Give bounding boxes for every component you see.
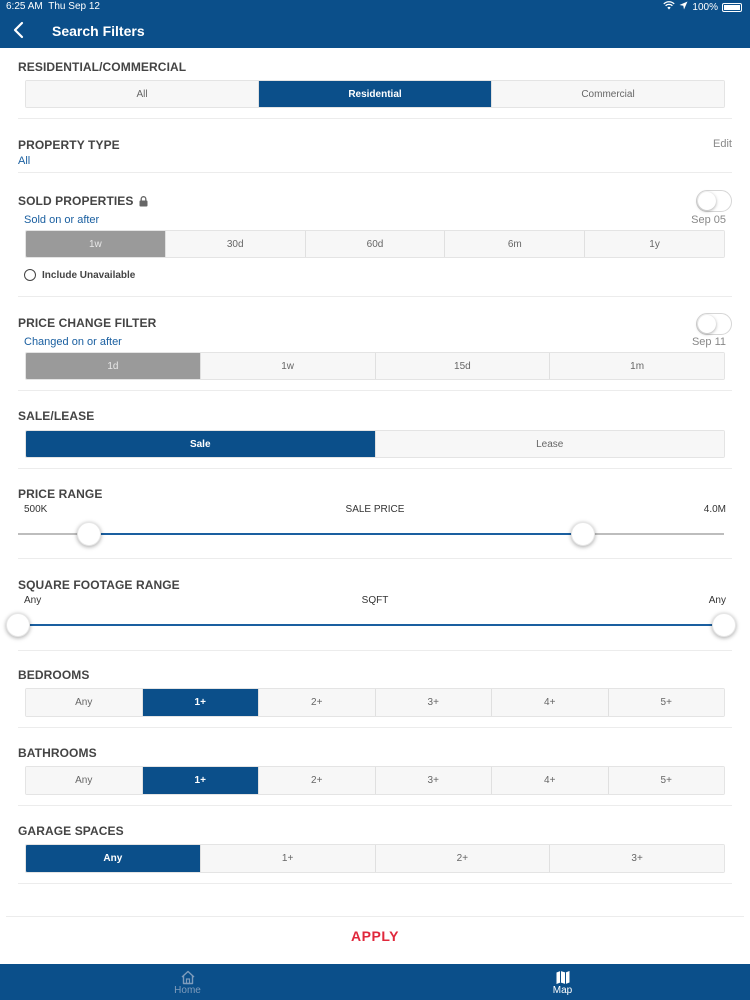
option-bedrooms-4-plus[interactable]: 4+	[492, 689, 609, 716]
sqft-range-slider[interactable]	[18, 624, 724, 626]
bathrooms-selector	[25, 766, 725, 795]
option-sale-lease-lease[interactable]: Lease	[376, 431, 725, 457]
option-price-change-1d[interactable]: 1d	[26, 353, 201, 379]
option-sold-1w[interactable]: 1w	[26, 231, 166, 257]
option-garage-1-plus[interactable]: 1+	[201, 845, 376, 872]
bedrooms-title: BEDROOMS	[18, 668, 90, 682]
option-type-commercial[interactable]: Commercial	[492, 81, 724, 107]
sold-properties-toggle[interactable]	[696, 190, 732, 212]
property-type-title: PROPERTY TYPE	[18, 138, 120, 152]
garage-spaces-selector	[25, 844, 725, 873]
sale-lease-selector	[25, 430, 725, 458]
tab-map[interactable]	[375, 964, 750, 1000]
sold-on-or-after-label: Sold on or after	[24, 214, 100, 226]
tab-home-label: Home	[174, 985, 201, 996]
wifi-icon	[663, 1, 675, 13]
bathrooms-title: BATHROOMS	[18, 746, 97, 760]
residential-commercial-title: RESIDENTIAL/COMMERCIAL	[18, 60, 187, 74]
sold-period-selector	[25, 230, 725, 258]
price-change-date-value[interactable]: Sep 11	[691, 336, 726, 348]
option-bedrooms-any[interactable]: Any	[26, 689, 143, 716]
residential-commercial-selector	[25, 80, 725, 108]
page-title: Search Filters	[52, 23, 145, 39]
price-change-title: PRICE CHANGE FILTER	[18, 316, 157, 330]
option-sale-lease-sale[interactable]: Sale	[26, 431, 376, 457]
divider	[18, 118, 732, 119]
sqft-min-handle[interactable]	[6, 613, 30, 637]
divider	[18, 172, 732, 173]
include-unavailable-option[interactable]	[24, 269, 135, 281]
battery-percent: 100%	[692, 1, 718, 13]
include-unavailable-label: Include Unavailable	[42, 269, 136, 281]
option-price-change-1w[interactable]: 1w	[201, 353, 376, 379]
sold-properties-title	[18, 194, 148, 208]
battery-icon	[722, 3, 742, 12]
lock-icon	[139, 196, 148, 207]
price-max-label: 4.0M	[703, 504, 726, 515]
price-center-label: SALE PRICE	[345, 504, 405, 515]
option-sold-60d[interactable]: 60d	[306, 231, 446, 257]
status-time: 6:25 AM Thu Sep 12	[6, 1, 100, 12]
option-price-change-1m[interactable]: 1m	[550, 353, 724, 379]
option-bathrooms-3-plus[interactable]: 3+	[376, 767, 493, 794]
option-bathrooms-any[interactable]: Any	[26, 767, 143, 794]
property-type-edit-link[interactable]: Edit	[713, 138, 732, 150]
price-max-handle[interactable]	[571, 522, 595, 546]
option-garage-2-plus[interactable]: 2+	[376, 845, 551, 872]
option-garage-any[interactable]: Any	[26, 845, 201, 872]
option-bedrooms-2-plus[interactable]: 2+	[259, 689, 376, 716]
map-icon	[555, 970, 571, 985]
option-garage-3-plus[interactable]: 3+	[550, 845, 724, 872]
price-range-fill	[89, 533, 583, 535]
option-bathrooms-4-plus[interactable]: 4+	[492, 767, 609, 794]
divider	[18, 805, 732, 806]
tab-bar	[0, 964, 750, 1000]
sold-date-value[interactable]: Sep 05	[691, 214, 726, 226]
chevron-left-icon	[12, 21, 24, 39]
status-indicators	[663, 1, 742, 13]
sqft-min-label: Any	[24, 595, 42, 606]
divider	[6, 916, 744, 917]
home-icon	[180, 970, 196, 985]
sqft-max-label: Any	[708, 595, 726, 606]
sold-properties-title-text: SOLD PROPERTIES	[18, 194, 134, 208]
option-bedrooms-5-plus[interactable]: 5+	[609, 689, 725, 716]
divider	[18, 558, 732, 559]
sqft-range-title: SQUARE FOOTAGE RANGE	[18, 578, 180, 592]
option-sold-1y[interactable]: 1y	[585, 231, 724, 257]
option-type-residential[interactable]: Residential	[259, 81, 492, 107]
price-range-slider[interactable]	[18, 533, 724, 535]
property-type-value[interactable]: All	[18, 155, 31, 167]
price-range-title: PRICE RANGE	[18, 487, 103, 501]
tab-map-label: Map	[552, 985, 573, 996]
sale-lease-title: SALE/LEASE	[18, 409, 95, 423]
price-change-toggle[interactable]	[696, 313, 732, 335]
changed-on-or-after-label: Changed on or after	[24, 336, 122, 348]
divider	[18, 650, 732, 651]
option-type-all[interactable]: All	[26, 81, 259, 107]
sqft-range-fill	[18, 624, 724, 626]
price-min-label: 500K	[24, 504, 48, 515]
divider	[18, 468, 732, 469]
option-bathrooms-2-plus[interactable]: 2+	[259, 767, 376, 794]
toggle-knob	[698, 192, 716, 210]
option-bathrooms-5-plus[interactable]: 5+	[609, 767, 725, 794]
divider	[18, 390, 732, 391]
apply-button[interactable]: APPLY	[351, 928, 399, 944]
sqft-max-handle[interactable]	[712, 613, 736, 637]
back-button[interactable]	[6, 18, 30, 42]
toggle-knob	[698, 315, 716, 333]
include-unavailable-radio[interactable]	[24, 269, 36, 281]
divider	[18, 296, 732, 297]
divider	[18, 883, 732, 884]
option-price-change-15d[interactable]: 15d	[376, 353, 551, 379]
garage-spaces-title: GARAGE SPACES	[18, 824, 124, 838]
sqft-center-label: SQFT	[361, 595, 389, 606]
price-min-handle[interactable]	[77, 522, 101, 546]
option-bathrooms-1-plus[interactable]: 1+	[143, 767, 260, 794]
option-bedrooms-3-plus[interactable]: 3+	[376, 689, 493, 716]
price-change-period-selector	[25, 352, 725, 380]
status-bar	[0, 0, 750, 14]
option-sold-6m[interactable]: 6m	[445, 231, 585, 257]
tab-home[interactable]	[0, 964, 375, 1000]
nav-bar	[0, 14, 750, 48]
option-bedrooms-1-plus[interactable]: 1+	[143, 689, 260, 716]
divider	[18, 727, 732, 728]
option-sold-30d[interactable]: 30d	[166, 231, 306, 257]
bedrooms-selector	[25, 688, 725, 717]
location-arrow-icon	[679, 1, 688, 13]
